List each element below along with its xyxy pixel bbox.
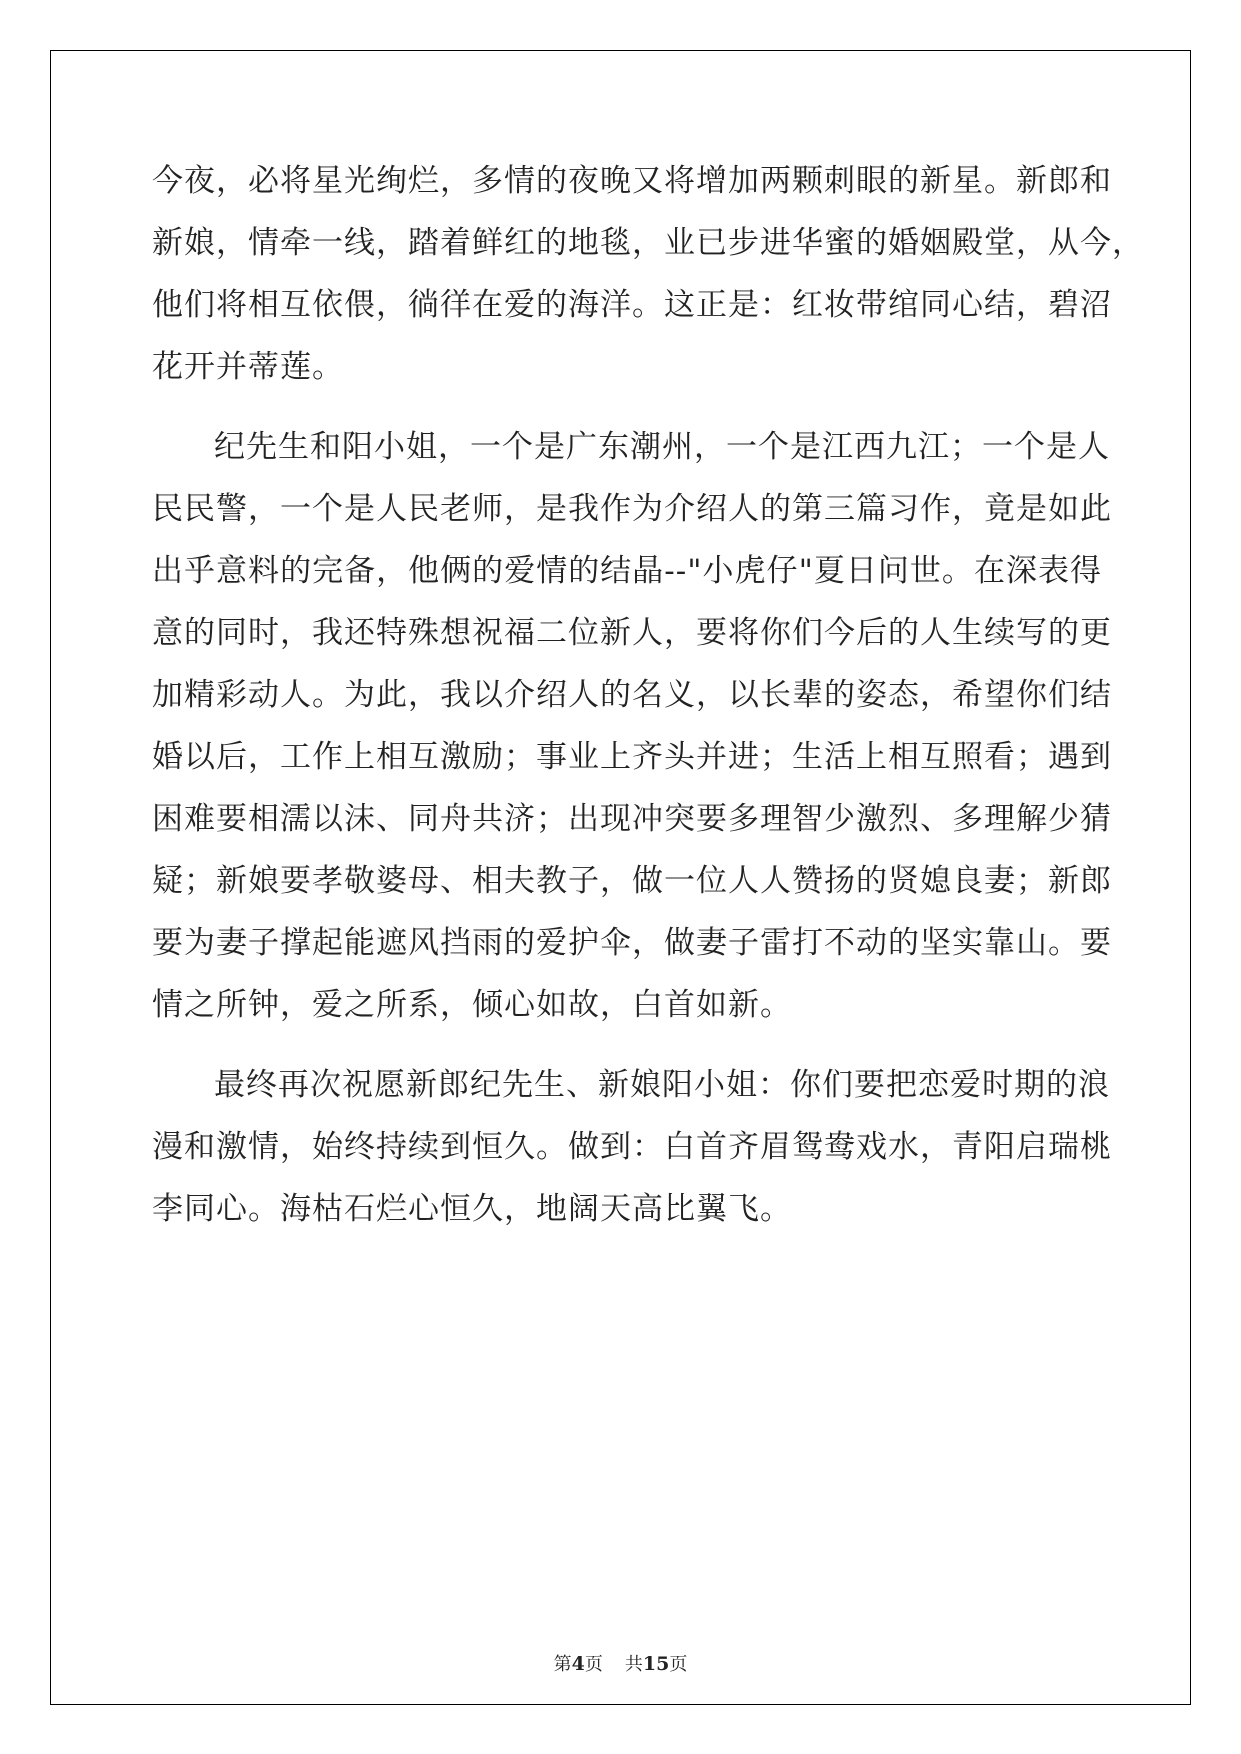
- text-line: 漫和激情，始终持续到恒久。做到：白首齐眉鸳鸯戏水，青阳启瑞桃: [152, 1129, 1112, 1165]
- page-suffix: 页: [584, 1654, 603, 1675]
- page-prefix: 第: [553, 1654, 572, 1675]
- text-line: 最终再次祝愿新郎纪先生、新娘阳小姐：你们要把恋爱时期的浪: [214, 1067, 1110, 1103]
- text-line: 加精彩动人。为此，我以介绍人的名义，以长辈的姿态，希望你们结: [152, 677, 1112, 713]
- text-line: 婚以后，工作上相互激励；事业上齐头并进；生活上相互照看；遇到: [152, 739, 1112, 775]
- page-number: 4: [571, 1653, 585, 1675]
- text-line: 意的同时，我还特殊想祝福二位新人，要将你们今后的人生续写的更: [152, 615, 1112, 651]
- total-prefix: 共: [624, 1654, 643, 1675]
- page-footer: [0, 1650, 1241, 1676]
- text-line: 他们将相互依偎，徜徉在爱的海洋。这正是：红妆带绾同心结，碧沼: [152, 287, 1112, 323]
- text-line: 纪先生和阳小姐，一个是广东潮州，一个是江西九江；一个是人: [214, 429, 1110, 465]
- text-line: 今夜，必将星光绚烂，多情的夜晚又将增加两颗刺眼的新星。新郎和: [152, 163, 1112, 199]
- text-line: 民民警，一个是人民老师，是我作为介绍人的第三篇习作，竟是如此: [152, 491, 1112, 527]
- text-line: 情之所钟，爱之所系，倾心如故，白首如新。: [152, 987, 792, 1023]
- paragraph: [152, 1054, 1112, 1240]
- document-body: [152, 150, 1144, 1240]
- paragraph: [152, 416, 1112, 1036]
- total-pages: 15: [642, 1653, 670, 1675]
- text-line: 花开并蒂莲。: [152, 349, 344, 385]
- text-line: 疑；新娘要孝敬婆母、相夫教子，做一位人人赞扬的贤媳良妻；新郎: [152, 863, 1112, 899]
- paragraph: [152, 150, 1144, 398]
- text-line: 新娘，情牵一线，踏着鲜红的地毯，业已步进华蜜的婚姻殿堂，从今，: [152, 225, 1144, 261]
- text-line: 出乎意料的完备，他俩的爱情的结晶--"小虎仔"夏日问世。在深表得: [152, 553, 1102, 589]
- text-line: 要为妻子撑起能遮风挡雨的爱护伞，做妻子雷打不动的坚实靠山。要: [152, 925, 1112, 961]
- text-line: 困难要相濡以沫、同舟共济；出现冲突要多理智少激烈、多理解少猜: [152, 801, 1112, 837]
- total-suffix: 页: [669, 1654, 688, 1675]
- text-line: 李同心。海枯石烂心恒久，地阔天高比翼飞。: [152, 1191, 792, 1227]
